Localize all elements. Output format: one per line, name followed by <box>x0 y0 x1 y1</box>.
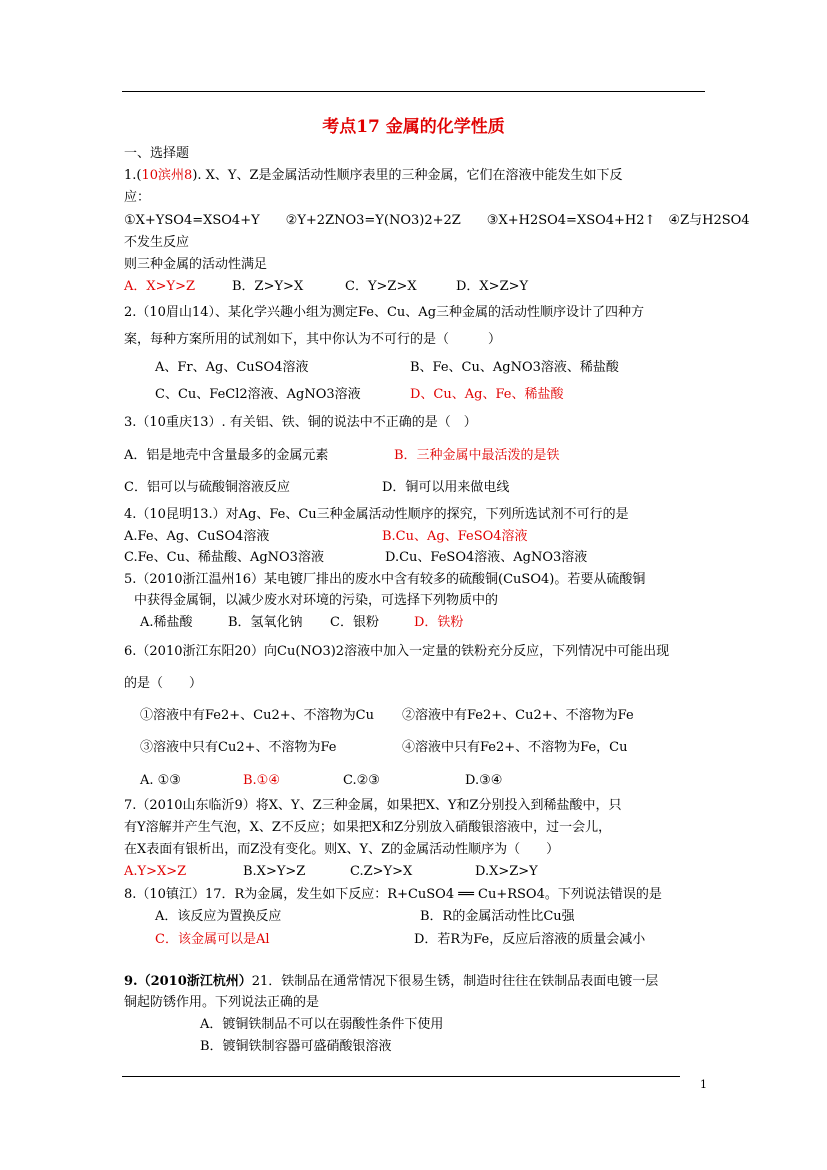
q9-option-a: A．镀铜铁制品不可以在弱酸性条件下使用 <box>200 1017 444 1032</box>
q9-option-b: B．镀铜铁制容器可盛硝酸银溶液 <box>200 1039 392 1054</box>
q6-option-a: A. ①③ <box>140 773 181 788</box>
section-heading: 一、选择题 <box>124 146 190 161</box>
footer-rule <box>122 1076 680 1077</box>
q3-option-b: B．三种金属中最活泼的是铁 <box>394 448 560 463</box>
q6-case-1: ①溶液中有Fe2+、Cu2+、不溶物为Cu <box>140 708 374 723</box>
q5-option-d: D．铁粉 <box>414 615 464 630</box>
q2-line-2: 案，每种方案所用的试剂如下，其中你认为不可行的是（ ） <box>124 332 502 347</box>
q1-line-1: 1.(10滨州8). X、Y、Z是金属活动性顺序表里的三种金属，它们在溶液中能发生如下反 <box>124 168 623 183</box>
q1-option-b: B．Z>Y>X <box>232 279 304 294</box>
q6-case-2: ②溶液中有Fe2+、Cu2+、不溶物为Fe <box>402 708 634 723</box>
q6-option-b: B.①④ <box>243 773 280 788</box>
q6-line-2: 的是（ ） <box>124 676 203 691</box>
q2-option-c: C、Cu、FeCl2溶液、AgNO3溶液 <box>155 387 361 402</box>
q5-option-a: A.稀盐酸 <box>140 615 193 630</box>
q2-option-b: B、Fe、Cu、AgNO3溶液、稀盐酸 <box>410 360 619 375</box>
q7-line-1: 7.（2010山东临沂9）将X、Y、Z三种金属，如果把X、Y和Z分别投入到稀盐酸中，只 <box>124 798 622 813</box>
q1-line-5: 则三种金属的活动性满足 <box>124 257 268 272</box>
q2-line-1: 2.（10眉山14）、某化学兴趣小组为测定Fe、Cu、Ag三种金属的活动性顺序设计了四种方 <box>124 305 645 320</box>
q1-source: 10滨州8 <box>141 168 193 183</box>
q7-option-c: C.Z>Y>X <box>350 864 413 879</box>
q9-source: 9.（2010浙江杭州） <box>124 974 252 989</box>
q8-option-a: A．该反应为置换反应 <box>155 909 282 924</box>
q7-option-a: A.Y>X>Z <box>124 864 187 879</box>
q1-line-2: 应： <box>124 190 151 205</box>
q3-option-c: C．铝可以与硫酸铜溶液反应 <box>124 480 290 495</box>
q7-line-3: 在X表面有银析出，而Z没有变化。则X、Y、Z的金属活动性顺序为（ ） <box>124 842 560 857</box>
q1-option-a: A．X>Y>Z <box>124 279 196 294</box>
q6-case-3: ③溶液中只有Cu2+、不溶物为Fe <box>140 740 337 755</box>
q8-option-b: B．R的金属活动性比Cu强 <box>420 909 575 924</box>
q9-line-1: 9.（2010浙江杭州）21．铁制品在通常情况下很易生锈，制造时往往在铁制品表面电镀一层 <box>124 974 659 989</box>
q5-option-b: B．氢氧化钠 <box>228 615 303 630</box>
q1-line-4: 不发生反应 <box>124 235 190 250</box>
q5-line-1: 5.（2010浙江温州16）某电镀厂排出的废水中含有较多的硫酸铜(CuSO4)。若要从硫酸铜 <box>124 572 646 587</box>
q7-option-d: D.X>Z>Y <box>475 864 538 879</box>
q1-option-d: D．X>Z>Y <box>456 279 529 294</box>
q5-line-2: 中获得金属铜，以减少废水对环境的污染，可选择下列物质中的 <box>134 593 499 608</box>
q1-option-c: C．Y>Z>X <box>345 279 417 294</box>
q4-option-c: C.Fe、Cu、稀盐酸、AgNO3溶液 <box>124 550 324 565</box>
page-title: 考点17 金属的化学性质 <box>322 117 505 137</box>
q6-case-4: ④溶液中只有Fe2+、不溶物为Fe，Cu <box>402 740 628 755</box>
q9-line-2: 铜起防锈作用。下列说法正确的是 <box>124 995 320 1010</box>
q2-option-a: A、Fr、Ag、CuSO4溶液 <box>155 360 309 375</box>
q4-option-d: D.Cu、FeSO4溶液、AgNO3溶液 <box>385 550 588 565</box>
q7-line-2: 有Y溶解并产生气泡，X、Z不反应；如果把X和Z分别放入硝酸银溶液中，过一会儿， <box>124 820 612 835</box>
q8-line-1: 8.（10镇江）17．R为金属，发生如下反应：R+CuSO4 ══ Cu+RSO4。下列说法错误的是 <box>124 887 662 902</box>
header-rule <box>122 91 705 92</box>
q5-option-c: C．银粉 <box>330 615 379 630</box>
q6-option-d: D.③④ <box>465 773 503 788</box>
q7-option-b: B.X>Y>Z <box>243 864 306 879</box>
q4-line-1: 4.（10昆明13.）对Ag、Fe、Cu三种金属活动性顺序的探究，下列所选试剂不可行的是 <box>124 507 629 522</box>
q6-line-1: 6.（2010浙江东阳20）向Cu(NO3)2溶液中加入一定量的铁粉充分反应，下列情况中可能出现 <box>124 644 670 659</box>
q1-equations: ①X+YSO4=XSO4+Y ②Y+2ZNO3=Y(NO3)2+2Z ③X+H2SO4=XSO4+H2↑ ④Z与H2SO4 <box>124 213 750 228</box>
q8-option-c: C．该金属可以是Al <box>155 932 270 947</box>
q4-option-a: A.Fe、Ag、CuSO4溶液 <box>124 529 270 544</box>
page-number: 1 <box>700 1078 707 1091</box>
q8-option-d: D．若R为Fe，反应后溶液的质量会减小 <box>414 932 646 947</box>
q4-option-b: B.Cu、Ag、FeSO4溶液 <box>382 529 528 544</box>
q3-option-a: A．铝是地壳中含量最多的金属元素 <box>124 448 329 463</box>
q6-option-c: C.②③ <box>343 773 380 788</box>
q3-line-1: 3.（10重庆13）. 有关铝、铁、铜的说法中不正确的是（ ） <box>124 415 477 430</box>
q3-option-d: D．铜可以用来做电线 <box>382 480 510 495</box>
q2-option-d: D、Cu、Ag、Fe、稀盐酸 <box>410 387 564 402</box>
